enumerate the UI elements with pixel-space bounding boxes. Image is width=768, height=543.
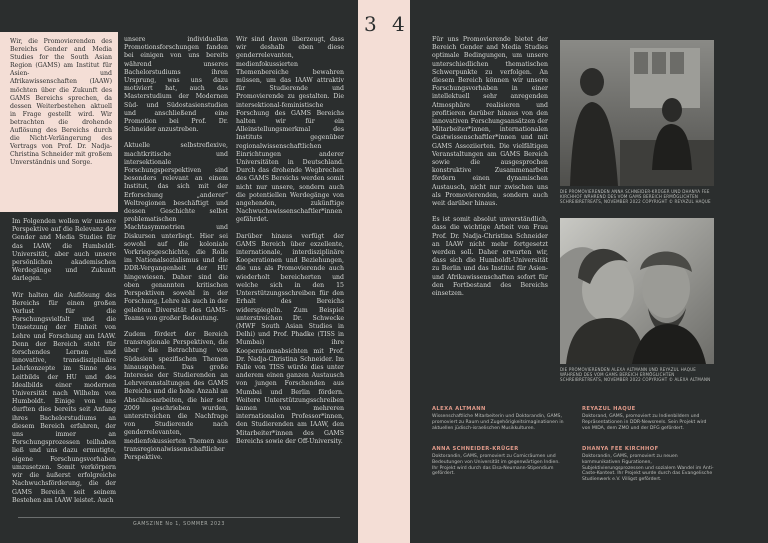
intro-text: Wir, die Promovierenden des Bereichs Gender and Media Studies for the South Asian Region (GAMS) am Institut für Asien- und Afrikawissenschaften (IAAW) möchten über die Zukunft des GAMS Bereichs sprechen, da dessen Weiterbestehen aktuell in Frage gestellt wird. Wir betrachten die drohende Auflösung des Bereichs durch die Nicht-Verlängerung des Vertrags von Prof. Dr. Nadja-Christina Schneider mit großem Unverständnis und Sorge. — [10, 38, 112, 167]
bio-name: DHANYA FEE KIRCHHOF — [582, 446, 659, 452]
page-footer: GAMSZINE No 1, SOMMER 2023 — [133, 522, 225, 527]
column-1 — [12, 218, 116, 513]
photo-altmann-haque — [560, 218, 714, 364]
photo-1-caption: DIE PROMOVIERENDEN ANNA SCHNEIDER-KRÜGER UND DHANYA FEE KIRCHHOF WÄHREND DES VOM GAMS BEREICH ERMÖGLICHTEN SCHREIBRETREATS, NOVEMBER 2022 COPYRIGHT © REYAZUL HAQUE — [560, 189, 711, 204]
bio-name: ALEXA ALTMANN — [432, 406, 486, 412]
paragraph: Für uns Promovierende bietet der Bereich Gender and Media Studies optimale Bedingungen, um unsere unterschiedlichen thematischen Schwerpunkte zu verfolgen. An diesem Bereich können wir unsere Forschungsvorhaben in einer intellektuell sehr anregenden Atmosphäre realisieren und profitieren darüber hinaus von den innovativen Forschungsansätzen der Mitarbeiter*innen, internationalen Gastwissenschaftler*innen und mit GAMS Assoziierten. Die vielfältigen Veranstaltungen am GAMS Bereich sowie die ausgesprochen konstruktive Zusammenarbeit fördern einen dynamischen Austausch, nicht nur zwischen uns als Promovierenden, sondern auch weit darüber hinaus. — [432, 36, 548, 208]
paragraph: unsere individuellen Promotionsforschungen fanden bei einigen von uns bereits während unseres Bachelorstudiums ihren Ursprung, was uns dazu motiviert hat, auch das Masterstudium der Modernen Süd- und Südostasienstudien und anschließend eine Promotion bei Prof. Dr. Schneider anzustreben. — [124, 36, 228, 134]
bio-text: Doktorandin, GAMS, promoviert zu neuen kommunikativen Figurationen, Subjektivierungsprozessen und sozialem Wandel im Anti-Caste-Kontext. Ihr Projekt wurde durch das Evangelische Studienwerk e.V. Villigst gefördert. — [582, 454, 714, 483]
intro-box — [0, 32, 118, 212]
bio-reyazul-haque — [582, 406, 714, 431]
column-2 — [124, 36, 228, 470]
photo-1-image — [560, 40, 714, 186]
bio-name: ANNA SCHNEIDER-KRÜGER — [432, 446, 519, 452]
paragraph: Es ist somit absolut unverständlich, dass die wichtige Arbeit von Frau Prof. Dr. Nadja-Christina Schneider an IAAW nicht mehr fortgesetzt werden soll. Daher erwarten wir, dass sich die Humboldt-Universität zu Berlin und das Institut für Asien- und Afrikawissenschaften sofort für den Fortbestand des Bereichs einsetzen. — [432, 216, 548, 298]
column-3 — [236, 36, 344, 454]
bio-alexa-altmann — [432, 406, 564, 431]
center-gutter — [358, 0, 410, 543]
paragraph: Im Folgenden wollen wir unsere Perspektive auf die Relevanz der Gender and Media Studies für das IAAW, die Humboldt-Universität, aber auch unsere persönlichen akademischen Werdegänge und Zukunft darlegen. — [12, 218, 116, 283]
paragraph: Wir halten die Auflösung des Bereichs für einen großen Verlust für die Forschungsvielfalt und die Umsetzung der Einheit von Lehre und Forschung am IAAW. Denn der Bereich steht für forschendes Lernen und innovative, transdisziplinäre Lehrkonzepte im Sinne des Leitbilds der HU und des Idealbilds einer modernen Universität nach Wilhelm von Humboldt. Einige von uns durften dies bereits seit Anfang ihres Bachelorstudiums an diesem Bereich erfahren, der uns immer an Forschungsprozessen teilhaben ließ und uns dazu ermutigte, eigene Forschungsvorhaben umzusetzen. Somit verkörpern wir die äußerst erfolgreiche Nachwuchsförderung, die der GAMS Bereich seit seinem Bestehen am IAAW leistet. Auch — [12, 291, 116, 504]
paragraph: Darüber hinaus verfügt der GAMS Bereich über exzellente, internationale, interdisziplinäre Kooperationen und Beziehungen, die uns als Promovierende auch wiederholt bereicherten und welche sich in den 15 Unterstützungsschreiben für den Erhalt des Bereichs widerspiegeln. Zum Beispiel unterstreichen Dr. Schwecke (MWF South Asian Studies in Delhi) und Prof. Phadke (TISS in Mumbai) ihre Kooperationsabsichten mit Prof. Dr. Nadja-Christina Schneider. Im Falle von TISS würde dies unter anderem einen ganzen Austausch von jungen Forschenden aus Mumbai und Berlin fördern. Weitere Unterstützungsschreiben kamen von mehreren internationalen Professor*innen, den Studierenden am IAAW, den Mitarbeiter*innen des GAMS Bereichs sowie der Off-University. — [236, 232, 344, 445]
bio-dhanya-fee-kirchhof — [582, 446, 714, 483]
paragraph: Aktuelle selbstreflexive, machtkritische und intersektionale Forschungsperspektiven sind besonders relevant an einem Institut, das sich mit der Erforschung „anderer“ Weltregionen beschäftigt und dessen Geschichte selbst problematischen Machtasymmetrien und Diskursen unterliegt. Hier sei sowohl auf die koloniale Vorkriegsgeschichte, die Rolle im Nationalsozialismus und die DDR-Vergangenheit der HU hingewiesen. Daher sind die oben genannten kritischen Perspektiven sowohl in der Forschung, Lehre als auch in der gelebten Diversität des GAMS-Teams von großer Bedeutung. — [124, 142, 228, 322]
paragraph: Wir sind davon überzeugt, dass wir deshalb eben diese genderrelevanten, medienfokussierten Themenbereiche bewahren müssen, um das IAAW attraktiv für Studierende und Promovierende zu gestalten. Die intersektional-feministische Forschung des GAMS Bereichs halten wir für ein Alleinstellungsmerkmal des Instituts gegenüber regionalwissenschaftlichen Einrichtungen anderer Universitäten in Deutschland. Durch das drohende Wegbrechen des GAMS Bereichs werden somit nicht nur unsere, sondern auch die potentiellen Werdegänge von angehenden, zukünftige Nachwuchswissenschaftler*innen gefährdet. — [236, 36, 344, 224]
bio-text: Wissenschaftliche Mitarbeiterin und Doktorandin, GAMS, promoviert zu Raum und Zugehörigkeitsimaginationen in aktuellen jüdisch-israelischen Musikkulturen. — [432, 414, 564, 431]
bio-text: Doktorand, GAMS, promoviert zu Indienbildern und Repräsentationen in DDR-Newsreels. Sein Projekt wird von MIDA, dem ZMO und der DFG gefördert. — [582, 414, 707, 431]
right-page — [410, 0, 768, 543]
bio-text: Doktorandin, GAMS, promoviert zu Comicräumen und Bedeutungen von Universität im gegenwärtigen Indien. Ihr Projekt wird durch das Elsa-Neumann-Stipendium gefördert. — [432, 454, 560, 477]
paragraph: Zudem fördert der Bereich transregionale Perspektiven, die über die Betrachtung von Südasien speziﬁschen Themen hinausgehen. Das große Interesse der Studierenden an Lehrveranstaltungen des GAMS Bereichs und die hohe Anzahl an Abschlussarbeiten, die hier seit 2009 geschrieben wurden, unterstreichen die Nachfrage von Studierende nach genderrelevanten, medienfokussierten Themen aus transregionalwissenschaftlicher Perspektive. — [124, 330, 228, 461]
left-page — [0, 0, 358, 543]
column-4 — [432, 36, 548, 306]
photo-schneider-krueger-kirchhof — [560, 40, 714, 186]
page-number-left: 3 — [364, 12, 377, 36]
bio-anna-schneider-krueger — [432, 446, 564, 477]
page-number-right: 4 — [392, 12, 405, 36]
photo-2-image — [560, 218, 714, 364]
bio-name: REYAZUL HAQUE — [582, 406, 636, 412]
footer-divider — [18, 517, 340, 518]
photo-2-caption: DIE PROMOVIERENDEN ALEXA ALTMANN UND REYAZUL HAQUE WÄHREND DES VOM GAMS BEREICH ERMÖGLICHTEN SCHREIBRETREATS, NOVEMBER 2022 COPYRIGHT © ALEXA ALTMANN — [560, 367, 711, 382]
